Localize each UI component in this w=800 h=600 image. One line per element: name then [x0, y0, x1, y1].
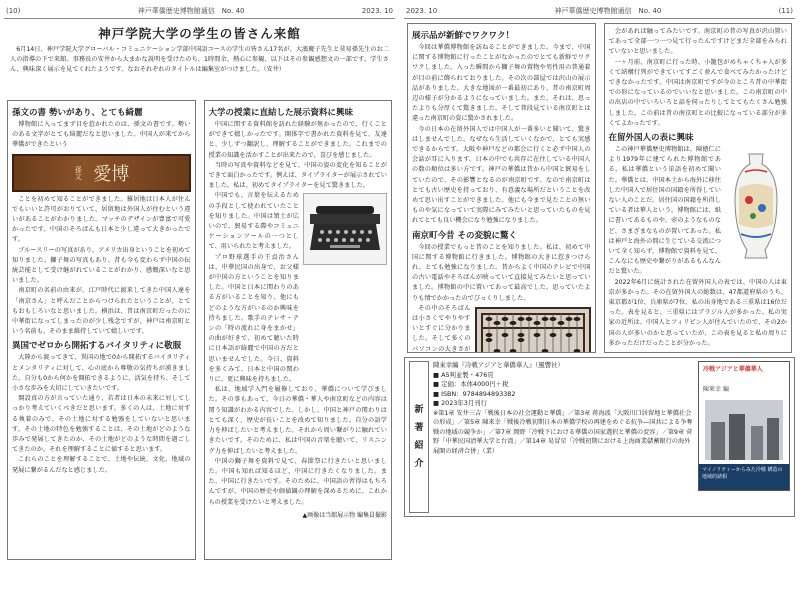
essay-box-2 — [204, 100, 393, 560]
right-columns — [404, 23, 795, 353]
page-number: (11) — [778, 7, 793, 15]
cover-editor: 陳來幸 編 — [703, 386, 729, 393]
paragraph: 今の日本の在留外国人では中国人が一番多いと聞いて、驚きはしませんでした。なぜなら生活していくなかで、とても実感できるからです。大阪や神戸などの都会に行くと必ず中国人の会話が耳に入ります。日本の中でも共存に在住している中国人の数の順位は多い方です。神戸の華僑は昔から中国と貿易をしていたので、その影響となるのが南京町です。なので南京町はとても古い歴史を持っており、有意義な場所だということを改めて思い出すことができました。他にも今まで見たことの無いものや気になっていて実際にみてみたいと思っていたものを見れてとても良い機会になり勉強になりました。 — [412, 125, 591, 225]
book-cover-image — [698, 361, 790, 491]
running-header — [404, 6, 795, 19]
paragraph: 一ヶ月前、南京町に行った時、小籠包がめちゃくちゃ人が多くて結構行列ができていてすごく並んで食べてみたかったけどできなかったです。中国は南京町ですが今のところ昔の中華街での形になっているのでいいなと思いました。この南京町の中の出店の中でいろいろと話を伺ったりしてとてもたくさん勉強しました。この前は昔の南京町との比較になっている部分が多くてよかったです。 — [608, 58, 787, 127]
paragraph: 今回の授業でもっと昔のことを知りました。私は、初めて中国に関する博物館に行きました。博物館の大きに惹きつけられ、とても勉強になりました。昔からよく中国のテレビで中国の古い電話やそろばんが映っていて直接見てみたいと思っていました。博物館の中に置いてあって最高でした。思っていたよりも情でかかったのでびっくりしました。 — [412, 243, 591, 302]
section-heading: 展示品が新鮮でワクワク！ — [412, 31, 515, 41]
vase-photo — [725, 147, 787, 265]
essay-box-3 — [407, 23, 596, 353]
cover-title: 冷戦アジアと華僑華人 — [703, 366, 763, 373]
typewriter-photo — [303, 193, 387, 265]
tag-char: 新 — [414, 405, 424, 415]
left-columns — [4, 100, 395, 560]
book-format: ■ A5判並製・476頁 — [433, 370, 494, 379]
essay-box-4 — [604, 23, 793, 353]
issue-date: 2023. 10 — [361, 7, 393, 15]
section-heading: 孫文の書 勢いがあり、とても綺麗 — [12, 108, 143, 118]
typewriter-icon — [308, 200, 382, 258]
book-price: ■ 定価：本体4000円＋税 — [433, 380, 509, 389]
vase-icon — [729, 150, 783, 262]
paragraph: その中のそろばんは小さくてやりやすいとすぐに分かりました。そして多くのパソコンの大きさが — [412, 304, 471, 353]
image-credit: ▲画像は当館展示物 編集員撮影 — [302, 511, 387, 519]
abacus-icon — [481, 313, 585, 353]
book-isbn: ■ ISBN：9784894893382 — [433, 389, 516, 398]
new-book-section — [404, 357, 795, 517]
section-heading: 南京町今昔 その変貌に驚く — [412, 230, 517, 241]
calligraphy-main-text: 愛博 — [93, 163, 130, 185]
paragraph: 博物館に入ってまず目を惹かれたのは、孫文の書です。勢いのある文字がとても綺麗だなと思いました。中国人が来てから華僑ができたという — [12, 121, 191, 149]
book-title-line: 陳來幸編『冷戦アジアと華僑華人』（風響社） — [433, 361, 564, 369]
left-page — [4, 6, 395, 594]
paragraph: 2022年6月に統計された在留外国人の表では、中国の人は東京が多かった。その在留外国人の総数は、47都道府県のうち、東京都が1位、兵庫県が7位、私の出身地である三重県は16位だった。表を見ると、三重県にはブラジル人が多かった。私の実家の近所は、中国人とフィリピン人が住んでいたので、その2か国の人が多いのかと思っていたが、この表を見ると私の周りに多かっただけだったことが分かった。 — [608, 278, 787, 347]
paragraph: 当時の写真や資料などを見て、中国の姿の変化を知ることができて面白かったです。例えば、タイプライターが展示されていました。私は、初めてタイプライターを見て驚きました。 — [208, 161, 387, 190]
intro-paragraph: 6月14日、神戸学院大学グローバル・コミュニケーション学部中国語コースの学生の皆さん17名が、大濱慶子先生と莫易孫先生のお二人の指導の下で来館。事務長の安井から大まかな説明を受けたのち、1時間余、熱心に参観、以下はその参観感想文の一部です。学生さん、興味深く展示を見てくれたようです。なおそれぞれのタイトルは編集室がつけました。（安井） — [10, 46, 389, 74]
paragraph: 私は、地域学入門を履修しており、華僑について学びました。その事もあって、今日の華僑・華人や南京町などの内容は関う知識がわかる内容でした。しかし、中国と神戸の関わりはとても深く、歴史が長いことを改めて知りました。自分の語学力を伸ばしたいと考えました。それから周い繋がりに触れていきたいです。そのために、私は中国の音楽を聴いて、リスニング力を伸ばしたいと考えました。 — [208, 386, 387, 455]
paragraph: 大陸から渡ってきて、異国の地で0から開拓するバイタリティとメンタリティに対して、心の底から尊敬の気持ちが湧きました。自分も0から何かを開拓できるように、活気を持ち、そして小さな歩みを大切にしていきたいです。 — [12, 354, 191, 393]
intro-section — [4, 45, 395, 97]
paragraph: 会があれば触ってみたいです。南京町の昔の写真が沢山置いてあって全部一つ一つ見て行ったんですけどまだ全部をみられていないと思いました。 — [608, 28, 787, 56]
paragraph: これらのことを理解することで、土地や伝統、文化、地域の発展に繋がるんだなと感じました。 — [12, 456, 191, 474]
paragraph: ブルースリーの写真があり、アメリカ出身ということを初めて知りました。獅子舞の写真もあり、昔も今も変わらず中国の伝統芸能として受け継がれていることがわかり、感慨深いなと思いました。 — [12, 246, 191, 285]
section-heading: 異国でゼロから開拓するバイタリティに敬服 — [12, 341, 182, 352]
paragraph: プロ野球選手の王貞治さんは、中華民国の出身で、お父様が中国の方ということを知りました。中国と日本に関わりのある方がいることを知り、他にもどのような方がいるのか興味を持ちました。歌手のテレサ・テンの「時の流れに身をまかせ」の曲が好きで、初めて聴いた時に日本語が綺麗で中国の方だと思いませんでした。今日、資料を多くみて、日本と中国の関わりに、更に興味を持ちました。 — [208, 253, 299, 384]
section-heading: 大学の授業に直結した展示資料に興味 — [208, 108, 354, 118]
paragraph: 中国の獅子舞を資料で見て、春節祭に行きたいと思いました。中国も知れば知るほど、中国に行きたくなりました。また、中国に行きたいです。そのために、中国語の習得はもちろんですが、中国の歴史や価値観の理解を深めるために、これからの授業を受けたいと考えました。 — [208, 457, 387, 506]
paragraph: 中国でも、言葉を伝えるための手段として使われていたことを知りました。中国は領土が広いので、貿易する際やコミュニケーションツールの一つとして、用いられたと考えました。 — [208, 192, 299, 251]
abacus-photo — [475, 307, 591, 353]
tag-char: 介 — [414, 459, 424, 469]
cover-photo-icon — [699, 396, 789, 466]
tag-char: 著 — [414, 423, 424, 433]
essay-box-1 — [7, 100, 196, 560]
paragraph: 中国に関する資料館を訪れた経験が無かったので、行くことができて嬉しかったです。開体字で書かれた資料を見て、友達と、少しずつ翻訳し、理解することができました。これまでの授業の知識を活かすことが出来たので、喜びを感じました。 — [208, 121, 387, 159]
new-book-tag — [409, 361, 429, 513]
section-heading: 在留外国人の表に興味 — [608, 133, 694, 144]
newsletter-title: 神戸華僑歴史博物館通信 No. 40 — [554, 7, 662, 15]
article-title: 神戸学院大学の学生の皆さん来館 — [98, 26, 301, 41]
book-info — [433, 361, 694, 513]
paragraph: 今回は華僑博物館を訪ねることができました。今まで、中国に関する博物館に行ったことがなかったのでとても新鮮でワクワクしました。入った瞬間から獅子舞の置物や男性用の普通着が目の前に飾られておりました。その次の部屋では沢山の展示品がありました。大きな地図が一番最初にあり、昔の南京町周辺の様子が分かるようになっていました。また、それは、思ったよりも分厚くて驚きました。そして普段見ている南京町とは違った南京町の姿に驚かされました。 — [412, 44, 591, 123]
book-date: ■ 2023年3月刊行 — [433, 399, 487, 408]
paragraph: この神戸華僑歴史博物館は、陳徳仁により1979年に建てられた博物館である。私は華僑という単語を初めて聞いた。華僑とは、中国本土から海外に移住した中国人で居住国の国籍を所得していない人のことだ。居住国の国籍を所得している者は華人という。博物館には、紙に書いてあるものや、壺のようなものなど、さまざまなものが置いてあった。私は神戸と海外の間に生じている交流について全く知らず、博物館で資料を見て、こんなにも歴史や繋がりがあるもんなんだと驚いた。 — [608, 146, 721, 276]
calligraphy-signature: 孫文 — [74, 165, 83, 180]
paragraph: ことを初めて知ることができました。雑居地は日本人が住んでもいいと許可がおりていて、居留地は外国人が住むという違いがあることがわかりました。マッチのデザインが豊富で可愛かったです。中国のそろばんも日本と少し違って大きかったです。 — [12, 195, 191, 244]
running-header — [4, 6, 395, 19]
paragraph: 開設真の方が言っていた通り、若者は日本の未来に対してしっかり考えていくべきだと思います。多くの人は、土地に対する執着のみで、その土地に対する勉強をしていないと思います。その土地の特色を勉強することは、その土地がどのような歩みで発展してきたのか、その土地がどのような時間を過ごしてきたのか、それを理解することに値すると思います。 — [12, 395, 191, 454]
calligraphy-image — [12, 154, 191, 192]
page-number: (10) — [6, 7, 21, 15]
issue-date: 2023. 10 — [406, 7, 438, 15]
tag-char: 紹 — [414, 441, 424, 451]
book-contents: ※第1章 安井三吉「戦後日本の社会運動と華僑」／第3章 蒋海波「大阪川口居留地と華僑社会の形成」／第5章 陳来幸「戦後冷戦初期日本の華僑学校の再建をめぐる抗争―国共による争奪戦の地域の競争か」／第7章 岡野「冷戦下における華僑の国家選択と華僑の変容」／第9章 菅野「中華民国清華大学と台湾」／第14章 易冒星「冷戦初期における上海商業儲蓄銀行の海外展開の経済合併」（業） — [433, 409, 693, 455]
paragraph: 南京町の名前の由来が、江戸時代に渡来してきた中国人達を「南京さん」と呼んだことからつけられたということが、とてもおもしろいなと思いました。横浜は、昔は南京町だったのに中華街になってしまったのが少し残念ですが、神戸は南京町という名前も、そのまま維持していて嬉しいです。 — [12, 287, 191, 336]
cover-footer: マイノリティーからみた冷戦 構造の地域的諸相 — [699, 464, 789, 490]
newsletter-title: 神戸華僑歴史博物館通信 No. 40 — [137, 7, 245, 15]
right-page — [404, 6, 795, 594]
